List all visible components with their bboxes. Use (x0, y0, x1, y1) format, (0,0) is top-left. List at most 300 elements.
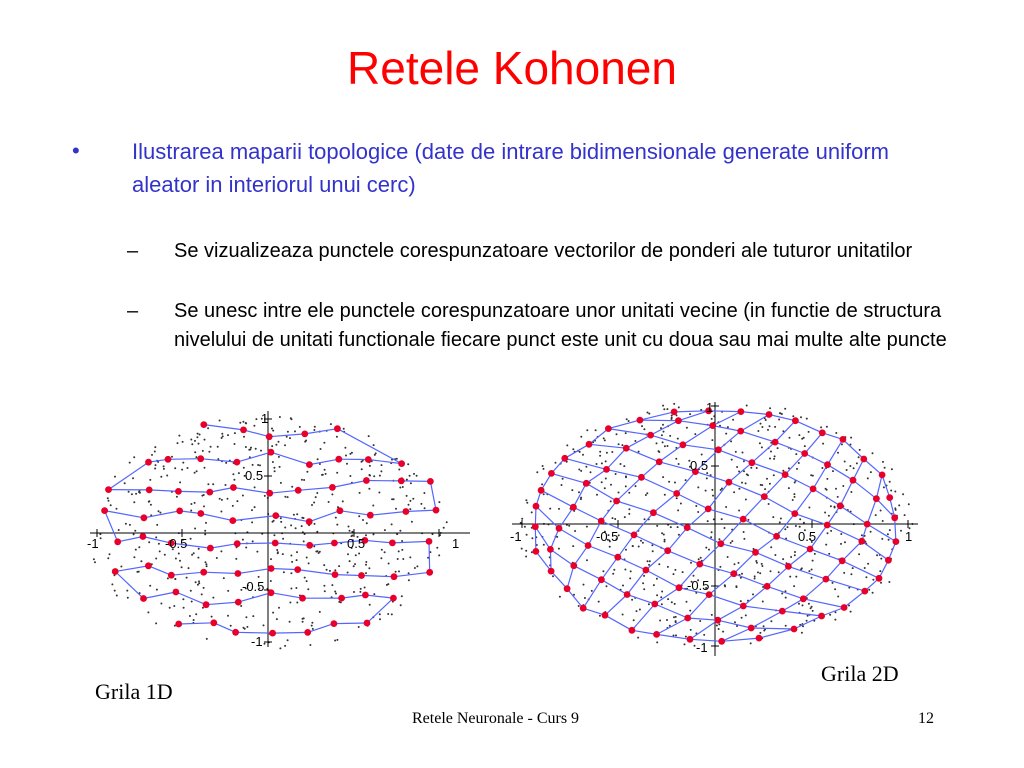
sample-point (731, 459, 733, 461)
sample-point (622, 585, 624, 587)
sample-point (767, 429, 769, 431)
network-node (580, 605, 587, 612)
sample-point (826, 478, 828, 480)
sample-point (279, 647, 281, 649)
sample-point (133, 501, 135, 503)
sample-point (181, 566, 183, 568)
sample-point (108, 500, 110, 502)
sample-point (396, 458, 398, 460)
sample-point (698, 558, 700, 560)
sample-point (163, 465, 165, 467)
sample-point (662, 441, 664, 443)
tick-label: -0.5 (165, 536, 188, 551)
sample-point (572, 545, 574, 547)
sample-point (793, 493, 795, 495)
sample-point (252, 615, 254, 617)
sample-point (195, 613, 197, 615)
sample-point (191, 601, 193, 603)
grid-2d-caption: Grila 2D (821, 661, 899, 686)
network-node (586, 441, 593, 448)
network-edge (708, 482, 729, 509)
network-edge (843, 439, 864, 459)
sample-point (387, 613, 389, 615)
sample-point (114, 590, 116, 592)
sample-point (438, 554, 440, 556)
sample-point (253, 425, 255, 427)
sample-point (296, 513, 298, 515)
sample-point (129, 462, 131, 464)
sample-point (615, 473, 617, 475)
sample-point (834, 619, 836, 621)
sample-point (842, 485, 844, 487)
network-node (570, 562, 577, 569)
network-edge (788, 566, 826, 579)
sample-point (212, 597, 214, 599)
sample-point (741, 617, 743, 619)
sample-point (131, 493, 133, 495)
sample-point (116, 595, 118, 597)
network-edge (767, 566, 788, 586)
sample-point (743, 538, 745, 540)
sample-point (613, 569, 615, 571)
sample-point (794, 496, 796, 498)
sample-point (360, 588, 362, 590)
network-node (684, 524, 691, 531)
network-edge (148, 566, 171, 575)
sample-point (303, 617, 305, 619)
sample-point (334, 591, 336, 593)
network-node (294, 566, 301, 573)
sample-point (408, 504, 410, 506)
network-node (861, 588, 868, 595)
sample-point (741, 573, 743, 575)
network-edge (721, 544, 756, 553)
sample-point (632, 545, 634, 547)
network-edge (550, 549, 573, 565)
sample-point (890, 490, 892, 492)
sample-point (388, 563, 390, 565)
network-node (391, 573, 398, 580)
network-edge (574, 566, 602, 580)
sample-point (289, 621, 291, 623)
network-edge (617, 477, 642, 501)
sample-point (272, 521, 274, 523)
sample-point (826, 489, 828, 491)
sample-point (194, 440, 196, 442)
tick-label: -1 (696, 640, 708, 655)
sample-point (197, 433, 199, 435)
sample-point (606, 585, 608, 587)
sample-point (179, 560, 181, 562)
network-edge (828, 439, 843, 464)
network-edge (105, 511, 118, 542)
sample-point (798, 434, 800, 436)
network-edge (805, 433, 823, 454)
sample-point (770, 451, 772, 453)
network-node (864, 521, 871, 528)
sample-point (531, 537, 533, 539)
sample-point (733, 491, 735, 493)
network-edge (782, 611, 821, 616)
sample-point (671, 418, 673, 420)
sample-point (808, 603, 810, 605)
network-edge (822, 608, 845, 617)
tick-label: -1 (251, 634, 263, 649)
network-node (533, 503, 540, 510)
sample-point (790, 556, 792, 558)
sample-point (225, 462, 227, 464)
sample-point (132, 477, 134, 479)
network-node (398, 478, 405, 485)
sample-point (284, 496, 286, 498)
sample-point (334, 640, 336, 642)
sample-point (658, 563, 660, 565)
sample-point (628, 513, 630, 515)
sample-point (806, 620, 808, 622)
network-node (819, 429, 826, 436)
sample-point (293, 514, 295, 516)
sample-point (806, 418, 808, 420)
sample-point (344, 447, 346, 449)
sample-point (889, 481, 891, 483)
sample-point (882, 461, 884, 463)
sample-point (808, 507, 810, 509)
sample-point (630, 570, 632, 572)
sample-point (652, 550, 654, 552)
sample-point (211, 616, 213, 618)
network-edge (709, 411, 741, 412)
sample-point (811, 569, 813, 571)
sample-point (349, 475, 351, 477)
sample-point (242, 495, 244, 497)
sample-point (578, 605, 580, 607)
sample-point (409, 508, 411, 510)
sample-point (245, 547, 247, 549)
sample-point (705, 547, 707, 549)
sample-point (582, 454, 584, 456)
network-node (740, 603, 747, 610)
sample-point (829, 614, 831, 616)
network-node (272, 512, 279, 519)
sample-point (301, 479, 303, 481)
sample-point (314, 426, 316, 428)
sample-point (154, 468, 156, 470)
sample-point (252, 464, 254, 466)
network-edge (115, 566, 148, 572)
network-edge (810, 549, 842, 561)
sample-point (364, 587, 366, 589)
sample-point (156, 589, 158, 591)
network-edge (586, 469, 606, 483)
network-edge (640, 412, 674, 420)
network-edge (551, 473, 586, 483)
sample-point (661, 532, 663, 534)
sample-point (778, 419, 780, 421)
sample-point (725, 433, 727, 435)
sample-point (694, 433, 696, 435)
sample-point (406, 495, 408, 497)
sample-point (612, 573, 614, 575)
network-node (403, 508, 410, 515)
network-edge (828, 465, 854, 481)
sample-point (738, 510, 740, 512)
sample-point (526, 534, 528, 536)
sample-point (811, 577, 813, 579)
network-node (709, 422, 716, 429)
network-node (427, 478, 434, 485)
sample-point (745, 499, 747, 501)
sample-point (349, 530, 351, 532)
sample-point (313, 429, 315, 431)
sample-point (190, 538, 192, 540)
sample-point (795, 576, 797, 578)
network-edge (729, 482, 764, 496)
tick-label: 0.5 (798, 529, 817, 544)
sample-point (586, 429, 588, 431)
sample-point (898, 504, 900, 506)
sample-point (789, 437, 791, 439)
network-node (714, 617, 721, 624)
sample-point (179, 481, 181, 483)
sample-point (834, 588, 836, 590)
sample-point (624, 516, 626, 518)
sample-point (843, 572, 845, 574)
sample-point (769, 425, 771, 427)
network-edge (646, 551, 668, 570)
network-node (792, 417, 799, 424)
sample-point (334, 569, 336, 571)
network-edge (708, 509, 743, 519)
network-edge (370, 512, 406, 516)
network-edge (144, 592, 176, 599)
sample-point (328, 501, 330, 503)
sample-point (635, 485, 637, 487)
sample-point (312, 628, 314, 630)
sample-point (208, 451, 210, 453)
sample-point (250, 447, 252, 449)
sample-point (769, 407, 771, 409)
sample-point (757, 571, 759, 573)
sample-point (307, 588, 309, 590)
sample-point (296, 602, 298, 604)
sample-point (114, 476, 116, 478)
sample-point (734, 621, 736, 623)
sample-point (416, 565, 418, 567)
sample-point (676, 497, 678, 499)
network-edge (206, 602, 238, 605)
sample-point (752, 593, 754, 595)
sample-point (524, 526, 526, 528)
sample-point (664, 494, 666, 496)
network-edge (332, 481, 366, 488)
sample-point (369, 465, 371, 467)
sample-point (309, 644, 311, 646)
sample-point (663, 534, 665, 536)
network-node (426, 538, 433, 545)
network-edge (862, 541, 889, 560)
network-node (203, 601, 210, 608)
sample-point (653, 584, 655, 586)
sample-point (678, 534, 680, 536)
sample-point (768, 503, 770, 505)
sample-point (336, 436, 338, 438)
sample-point (904, 514, 906, 516)
sample-point (384, 551, 386, 553)
sample-point (323, 585, 325, 587)
network-edge (588, 546, 618, 558)
slide-title: Retele Kohonen (347, 42, 677, 94)
sample-point (763, 625, 765, 627)
sample-point (365, 534, 367, 536)
sample-point (584, 597, 586, 599)
sample-point (596, 463, 598, 465)
sample-point (373, 444, 375, 446)
sample-point (761, 426, 763, 428)
sample-point (351, 531, 353, 533)
sample-point (759, 632, 761, 634)
sample-point (686, 427, 688, 429)
network-node (301, 431, 308, 438)
network-edge (895, 518, 896, 542)
sample-point (182, 441, 184, 443)
sample-point (719, 566, 721, 568)
sample-point (675, 621, 677, 623)
sample-point (120, 566, 122, 568)
network-node (335, 456, 342, 463)
network-node (773, 533, 780, 540)
sample-point (368, 435, 370, 437)
sample-point (785, 597, 787, 599)
sample-point (666, 619, 668, 621)
network-node (547, 546, 554, 553)
network-edge (430, 481, 436, 510)
sample-point (578, 491, 580, 493)
sample-point (401, 540, 403, 542)
sample-point (667, 445, 669, 447)
sample-point (599, 451, 601, 453)
sample-point (794, 551, 796, 553)
network-node (624, 591, 631, 598)
sample-point (787, 526, 789, 528)
sample-point (336, 639, 338, 641)
network-node (876, 575, 883, 582)
network-node (299, 595, 306, 602)
network-edge (601, 501, 616, 521)
network-edge (826, 561, 842, 579)
sample-point (773, 474, 775, 476)
sample-point (381, 549, 383, 551)
sample-point (270, 580, 272, 582)
network-node (548, 568, 555, 575)
sample-point (785, 625, 787, 627)
network-node (850, 477, 857, 484)
sample-point (685, 479, 687, 481)
sample-point (732, 419, 734, 421)
sample-point (782, 558, 784, 560)
network-edge (695, 472, 729, 483)
sample-point (251, 521, 253, 523)
sample-point (526, 502, 528, 504)
sample-point (316, 492, 318, 494)
network-edge (842, 541, 862, 561)
network-node (779, 608, 786, 615)
sample-point (820, 426, 822, 428)
sample-point (807, 615, 809, 617)
sample-point (345, 455, 347, 457)
network-edge (607, 448, 627, 469)
sample-point (287, 639, 289, 641)
network-edge (535, 527, 536, 552)
sample-point (595, 429, 597, 431)
sample-point (188, 567, 190, 569)
network-edge (867, 499, 876, 524)
sample-point (712, 495, 714, 497)
sample-point (202, 450, 204, 452)
sample-point (240, 605, 242, 607)
network-node (664, 547, 671, 554)
sample-point (100, 537, 102, 539)
network-edge (718, 431, 740, 450)
sample-point (662, 424, 664, 426)
network-node (680, 441, 687, 448)
network-edge (244, 430, 270, 437)
network-edge (651, 421, 679, 435)
sample-point (402, 486, 404, 488)
sample-point (803, 522, 805, 524)
sample-point (799, 526, 801, 528)
network-edge (632, 604, 655, 630)
network-edge (674, 411, 709, 412)
network-edge (334, 623, 367, 624)
sample-point (154, 451, 156, 453)
sample-point (661, 603, 663, 605)
sample-point (409, 556, 411, 558)
network-node (306, 518, 313, 525)
network-edge (618, 535, 634, 557)
sample-point (149, 479, 151, 481)
sample-point (835, 432, 837, 434)
sample-point (408, 579, 410, 581)
network-edge (335, 575, 362, 576)
sample-point (320, 448, 322, 450)
sample-point (316, 531, 318, 533)
sample-point (398, 550, 400, 552)
sample-point (626, 418, 628, 420)
sample-point (757, 430, 759, 432)
network-node (268, 565, 275, 572)
network-edge (342, 595, 366, 598)
sample-point (207, 427, 209, 429)
network-node (726, 479, 733, 486)
sample-point (872, 452, 874, 454)
network-edge (777, 514, 795, 537)
sample-point (621, 444, 623, 446)
sample-point (158, 510, 160, 512)
sample-point (795, 453, 797, 455)
sample-point (643, 575, 645, 577)
sample-point (198, 580, 200, 582)
sample-point (398, 570, 400, 572)
sample-point (661, 434, 663, 436)
sample-point (699, 620, 701, 622)
sample-point (158, 543, 160, 545)
sample-point (631, 599, 633, 601)
sample-point (303, 540, 305, 542)
sample-point (134, 530, 136, 532)
sample-point (380, 557, 382, 559)
network-node (230, 484, 237, 491)
sample-point (812, 610, 814, 612)
